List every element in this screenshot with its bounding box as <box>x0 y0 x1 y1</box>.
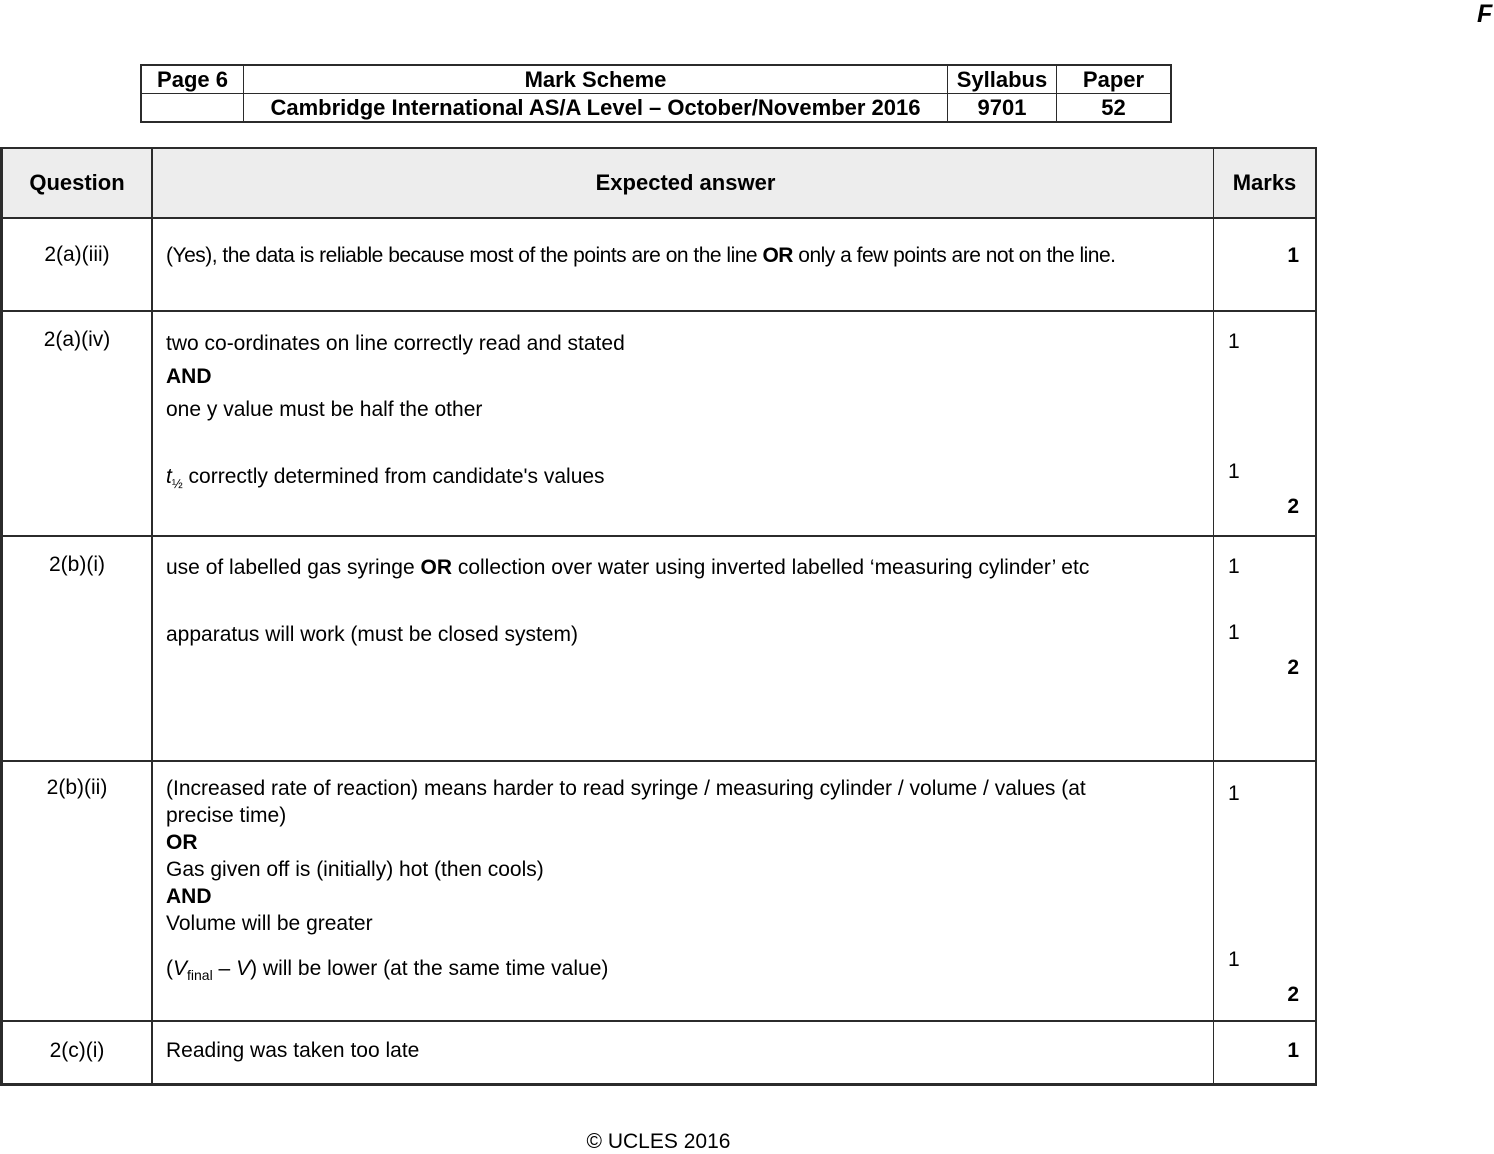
spacer <box>166 937 1205 955</box>
copyright-footer: © UCLES 2016 <box>586 1130 731 1153</box>
answer-line: Reading was taken too late <box>166 1039 420 1062</box>
question-id: 2(a)(iii) <box>44 243 110 266</box>
answer-and-keyword: AND <box>166 885 212 908</box>
t-symbol: t <box>166 465 172 488</box>
answer-line: two co-ordinates on line correctly read and stated <box>166 332 625 355</box>
answer-and-keyword: AND <box>166 365 212 388</box>
header-title: Mark Scheme <box>244 65 948 94</box>
table-row-2b-i <box>3 535 1315 760</box>
answer-line: Volume will be greater <box>166 912 373 935</box>
table-row-2c-i <box>3 1020 1315 1083</box>
answer-block <box>166 762 1205 982</box>
answer-line <box>166 552 1205 583</box>
answer-text: only a few points are not on the line. <box>792 244 1116 267</box>
answer-or-keyword: OR <box>166 831 198 854</box>
table-row-2a-iii <box>3 217 1315 310</box>
mark-value: 1 <box>1287 1039 1299 1062</box>
answer-line: Gas given off is (initially) hot (then cools) <box>166 858 544 881</box>
table-row-2a-iv <box>3 310 1315 535</box>
doc-header-row-1 <box>141 65 1171 94</box>
mark-value: 1 <box>1228 782 1240 805</box>
header-paper-label: Paper <box>1057 65 1172 94</box>
mark-value: 1 <box>1228 621 1240 644</box>
answer-line <box>166 219 1205 268</box>
answer-text: collection over water using inverted labelled ‘measuring cylinder’ etc <box>452 556 1090 579</box>
answer-line: one y value must be half the other <box>166 398 483 421</box>
header-paper-value: 52 <box>1057 94 1172 123</box>
mark-value: 1 <box>1228 460 1240 483</box>
answer-block <box>166 312 1205 493</box>
answer-line-formula <box>166 460 1205 493</box>
table-header-row <box>3 149 1315 217</box>
v-final-symbol: V <box>173 957 188 980</box>
mark-value: 1 <box>1228 948 1240 971</box>
answer-line: precise time) <box>166 804 287 827</box>
page-corner-marker: F <box>1477 0 1493 28</box>
v-symbol: V <box>236 957 251 980</box>
mark-value: 1 <box>1228 330 1240 353</box>
question-id: 2(b)(ii) <box>46 776 108 799</box>
answer-or-keyword: OR <box>420 556 452 579</box>
table-row-2b-ii <box>3 760 1315 1020</box>
answer-text: ) will be lower (at the same time value) <box>250 957 609 980</box>
answer-text: ( <box>166 957 173 980</box>
mark-scheme-table <box>0 147 1317 1086</box>
column-header-expected-answer: Expected answer <box>151 149 1213 217</box>
header-syllabus-label: Syllabus <box>948 65 1057 94</box>
header-subtitle: Cambridge International AS/A Level – October/November 2016 <box>244 94 948 123</box>
total-marks: 2 <box>1287 495 1299 518</box>
column-header-marks: Marks <box>1213 149 1315 217</box>
minus-sign: – <box>212 957 237 980</box>
spacer <box>166 583 1205 619</box>
doc-header-table <box>140 64 1172 123</box>
spacer <box>166 426 1205 460</box>
answer-text: (Yes), the data is reliable because most of the points are on the line <box>166 244 763 267</box>
question-id: 2(a)(iv) <box>43 328 111 351</box>
answer-line: apparatus will work (must be closed system) <box>166 623 578 646</box>
doc-header-row-2 <box>141 94 1171 123</box>
answer-text: use of labelled gas syringe <box>166 556 421 579</box>
total-marks: 2 <box>1287 656 1299 679</box>
answer-line-formula <box>166 955 1205 982</box>
mark-value: 1 <box>1228 555 1240 578</box>
header-empty-cell <box>141 94 244 123</box>
mark-value: 1 <box>1287 244 1299 267</box>
question-id: 2(c)(i) <box>49 1039 105 1062</box>
answer-line: (Increased rate of reaction) means harder to read syringe / measuring cylinder / volume / values (at <box>166 777 1086 800</box>
column-header-question: Question <box>29 170 125 195</box>
answer-text: correctly determined from candidate's values <box>182 465 605 488</box>
answer-or-keyword: OR <box>762 244 793 267</box>
half-subscript: ½ <box>171 476 183 491</box>
question-id: 2(b)(i) <box>49 553 105 576</box>
final-subscript: final <box>187 967 213 983</box>
header-syllabus-value: 9701 <box>948 94 1057 123</box>
total-marks: 2 <box>1287 983 1299 1006</box>
answer-block <box>166 537 1205 650</box>
header-page-number: Page 6 <box>141 65 244 94</box>
